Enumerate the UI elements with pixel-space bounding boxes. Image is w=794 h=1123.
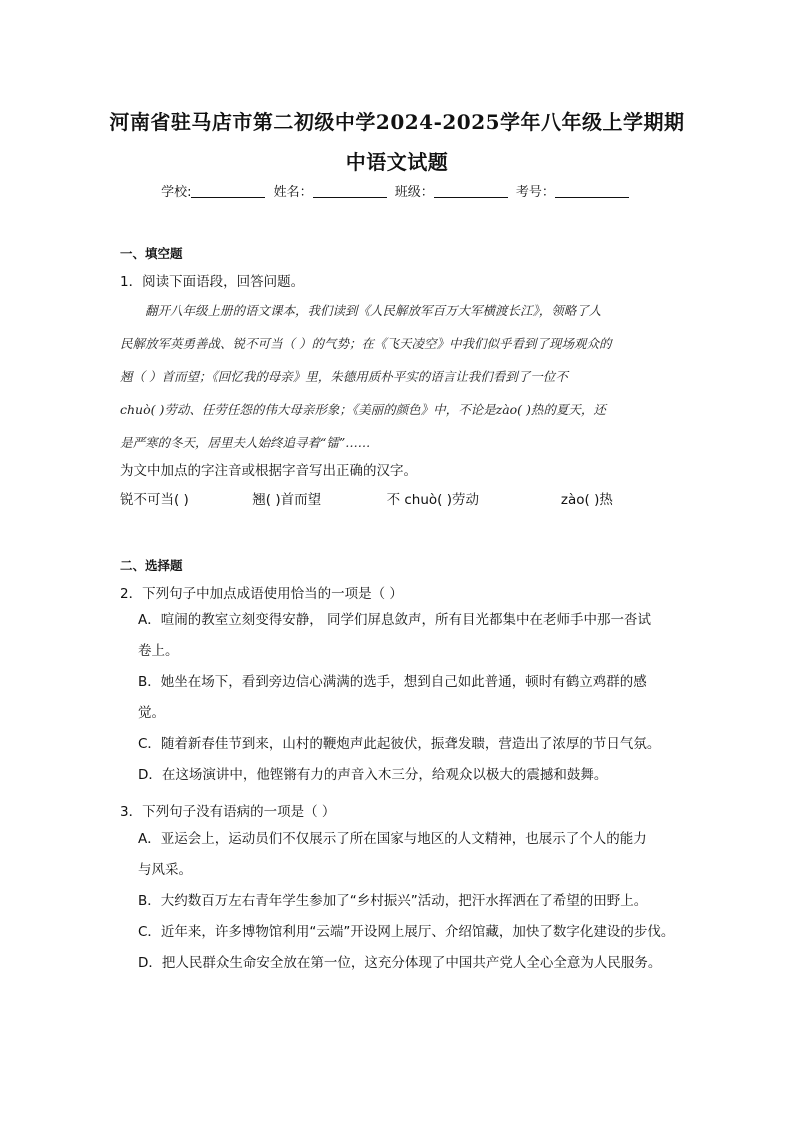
option-d[interactable]: D．在这场演讲中，他铿锵有力的声音入木三分，给观众以极大的震撼和鼓舞。 [138, 767, 608, 783]
school-label: 学校: [161, 185, 192, 200]
question-1-instruction: 为文中加点的字注音或根据字音写出正确的汉字。 [120, 463, 417, 479]
passage-line: 民解放军英勇善战、锐不可当（ ）的气势；在《飞天凌空》中我们似乎看到了现场观众的 [120, 336, 612, 351]
answer-blank[interactable]: 不 chuò( )劳动 [386, 492, 480, 508]
option-b[interactable]: B．她坐在场下，看到旁边信心满满的选手，想到自己如此普通，顿时有鹤立鸡群的感 [138, 674, 647, 690]
option-a-continued: 卷上。 [138, 643, 179, 659]
class-label: 班级： [394, 185, 434, 200]
school-field[interactable] [191, 185, 265, 198]
section-heading-fill: 一、填空题 [120, 246, 183, 261]
student-info-row [0, 181, 794, 200]
question-2-options [138, 605, 683, 791]
section-heading-choice: 二、选择题 [120, 558, 183, 573]
name-field[interactable] [313, 185, 387, 198]
option-a[interactable]: A．喧闹的教室立刻变得安静， 同学们屏息敛声，所有目光都集中在老师手中那一沓试 [138, 612, 652, 628]
passage-line: 翻开八年级上册的语文课本，我们读到《人民解放军百万大军横渡长江》，领略了人 [145, 303, 602, 318]
class-field[interactable] [434, 185, 508, 198]
page-title-line2: 中语文试题 [345, 150, 449, 174]
answer-blank[interactable]: zào( )热 [560, 492, 613, 508]
question-1-stem: 1．阅读下面语段，回答问题。 [120, 274, 305, 290]
option-a[interactable]: A．亚运会上，运动员们不仅展示了所在国家与地区的人文精神，也展示了个人的能力 [138, 831, 647, 847]
name-label: 姓名： [273, 185, 313, 200]
question-3-options [138, 824, 683, 979]
option-c[interactable]: C．随着新春佳节到来，山村的鞭炮声此起彼伏，振聋发聩，营造出了浓厚的节日气氛。 [138, 736, 661, 752]
option-d[interactable]: D．把人民群众生命安全放在第一位，这充分体现了中国共产党人全心全意为人民服务。 [138, 955, 662, 971]
passage-line: 是严寒的冬天，居里夫人始终追寻着“镭”…… [120, 435, 371, 450]
passage-line: chuò( )劳动、任劳任怨的伟大母亲形象；《美丽的颜色》中，不论是zào( )热的夏天，还 [120, 402, 606, 417]
answer-blank[interactable]: 翘( )首而望 [252, 492, 322, 508]
option-c[interactable]: C．近年来，许多博物馆利用“云端”开设网上展厅、介绍馆藏，加快了数字化建设的步伐。 [138, 924, 675, 940]
exam-number-label: 考号： [515, 185, 555, 200]
passage-line: 翘（ ）首而望；《回忆我的母亲》里，朱德用质朴平实的语言让我们看到了一位不 [120, 369, 568, 384]
page-title: 河南省驻马店市第二初级中学2024-2025学年八年级上学期期 [109, 110, 685, 134]
answer-blank[interactable]: 锐不可当( ) [120, 492, 189, 508]
option-b-continued: 觉。 [138, 705, 165, 721]
answer-blanks-row [120, 488, 613, 508]
option-b[interactable]: B．大约数百万左右青年学生参加了“乡村振兴”活动，把汗水挥洒在了希望的田野上。 [138, 893, 648, 909]
question-3-stem: 3．下列句子没有语病的一项是（ ） [120, 804, 336, 820]
reading-passage [120, 294, 676, 459]
option-a-continued: 与风采。 [138, 862, 192, 878]
exam-number-field[interactable] [555, 185, 629, 198]
question-2-stem: 2．下列句子中加点成语使用恰当的一项是（ ） [120, 586, 403, 602]
